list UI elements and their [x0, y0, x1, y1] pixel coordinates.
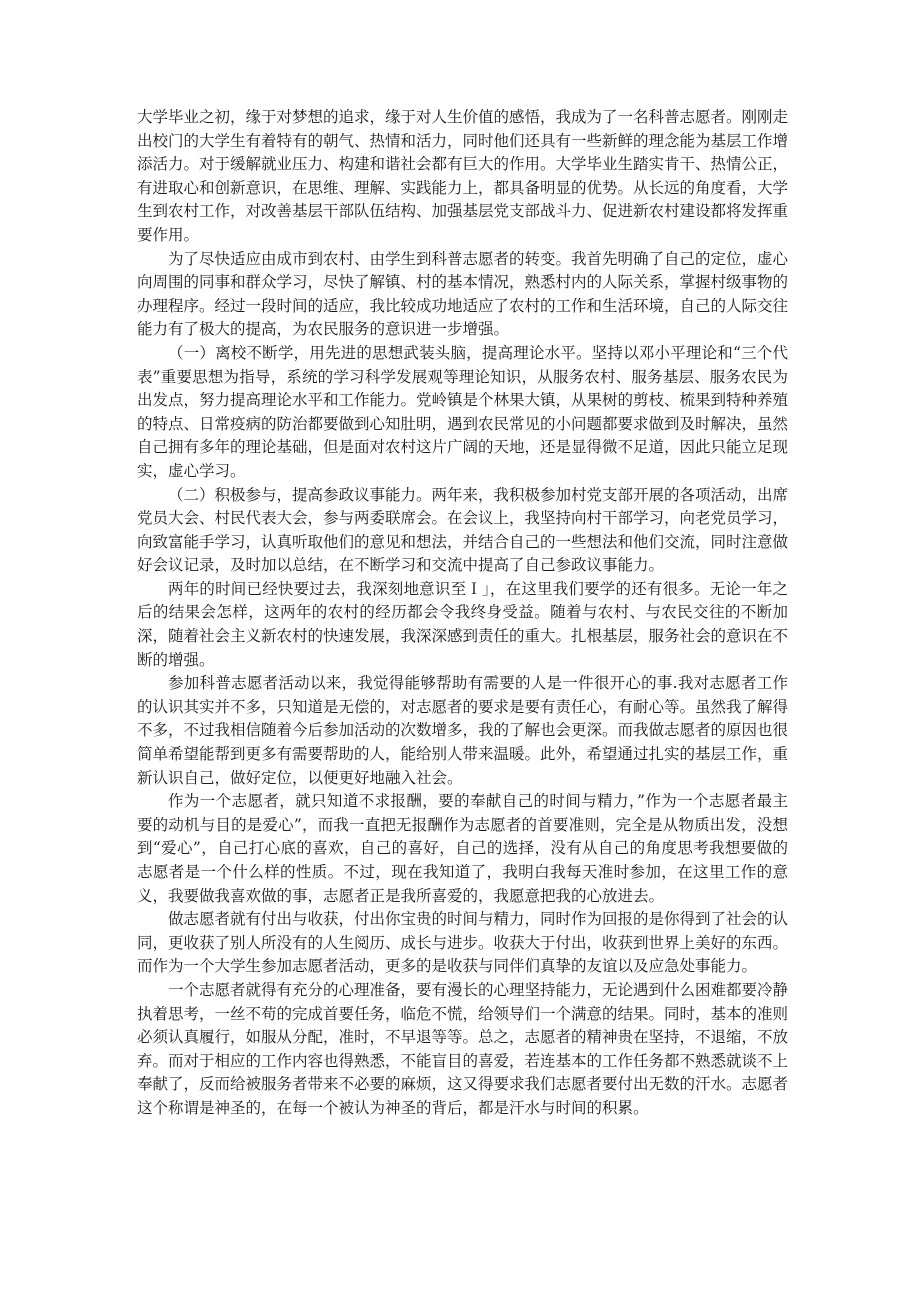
paragraph-give-and-gain: 做志愿者就有付出与收获，付出你宝贵的时间与精力，同时作为回报的是你得到了社会的认同，更收获了别人所没有的人生阅历、成长与进步。收获大于付出，收获到世界上美好的东西。而作为一个大学生参加志愿者活动，更多的是收获与同伴们真挚的友谊以及应急处事能力。: [137, 910, 789, 976]
paragraph-study: （一）离校不断学，用先进的思想武装头脑，提高理论水平。坚持以邓小平理论和“三个代表”重要思想为指导，系统的学习科学发展观等理论知识，从服务农村、服务基层、服务农民为出发点，努力提高理论水平和工作能力。党岭镇是个林果大镇，从果树的剪枝、梳果到特种养殖的特点、日常疫病的防治都要做到心知肚明，遇到农民常见的小问题都要求做到及时解决，虽然自己拥有多年的理论基础，但是面对农村这片广阔的天地，还是显得微不足道，因此只能立足现实，虚心学习。: [137, 343, 789, 480]
paragraph-two-years: 两年的时间已经快要过去，我深刻地意识至Ｉ」，在这里我们要学的还有很多。无论一年之后的结果会怎样，这两年的农村的经历都会令我终身受益。随着与农村、与农民交往的不断加深，随着社会主义新农村的快速发展，我深深感到责任的重大。扎根基层，服务社会的意识在不断的增强。: [137, 579, 789, 669]
paragraph-adaptation: 为了尽快适应由成市到农村、由学生到科普志愿者的转变。我首先明确了自己的定位，虚心向周围的同事和群众学习，尽快了解镇、村的基本情况，熟悉村内的人际关系，掌握村级事物的办理程序。经过一段时间的适应，我比较成功地适应了农村的工作和生活环境，自己的人际交往能力有了极大的提高，为农民服务的意识进一步增强。: [137, 249, 789, 339]
document-body: [137, 106, 788, 1121]
paragraph-preparation: 一个志愿者就得有充分的心理准备，要有漫长的心理坚持能力，无论遇到什么困难都要冷静执着思考，一丝不苟的完成首要任务，临危不慌，给领导们一个满意的结果。同时，基本的准则必须认真履行，如服从分配，准时，不早退等等。总之，志愿者的精神贵在坚持，不退缩，不放弃。而对于相应的工作内容也得熟悉，不能盲目的喜爱，若连基本的工作任务都不熟悉就谈不上奉献了，反而给被服务者带来不必要的麻烦，这又得要求我们志愿者要付出无数的汗水。志愿者这个称谓是神圣的，在每一个被认为神圣的背后，都是汗水与时间的积累。: [137, 980, 789, 1117]
paragraph-participation: （二）积极参与，提高参政议事能力。两年来，我积极参加村党支部开展的各项活动，出席党员大会、村民代表大会，参与两委联席会。在会议上，我坚持向村干部学习，向老党员学习，向致富能手学习，认真听取他们的意见和想法，并结合自己的一些想法和他们交流，同时注意做好会议记录，及时加以总结，在不断学习和交流中提高了自己参政议事能力。: [137, 485, 789, 575]
paragraph-intro: 大学毕业之初，缘于对梦想的追求，缘于对人生价值的感悟，我成为了一名科普志愿者。刚刚走出校门的大学生有着特有的朝气、热情和活力，同时他们还具有一些新鲜的理念能为基层工作增添活力。对于缓解就业压力、构建和谐社会都有巨大的作用。大学毕业生踏实肯干、热情公正，有进取心和创新意识，在思维、理解、实践能力上，都具备明显的优势。从长远的角度看，大学生到农村工作，对改善基层干部队伍结构、加强基层党支部战斗力、促进新农村建设都将发挥重要作用。: [137, 108, 789, 244]
paragraph-as-volunteer: 作为一个志愿者，就只知道不求报酬，要的奉献自己的时间与精力，”作为一个志愿者最主要的动机与目的是爱心”，而我一直把无报酬作为志愿者的首要准则，完全是从物质出发，没想到“爱心”，自己打心底的喜欢，自己的喜好，自己的选择，没有从自己的角度思考我想要做的志愿者是一个什么样的性质。不过，现在我知道了，我明白我每天准时参加，在这里工作的意义，我要做我喜欢做的事，志愿者正是我所喜爱的，我愿意把我的心放进去。: [137, 792, 788, 905]
paragraph-volunteer-activity: 参加科普志愿者活动以来，我觉得能够帮助有需要的人是一件很开心的事.我对志愿者工作的认识其实并不多，只知道是无偿的，对志愿者的要求是要有责任心，有耐心等。虽然我了解得不多，不过我相信随着今后参加活动的次数增多，我的了解也会更深。而我做志愿者的原因也很简单希望能帮到更多有需要帮助的人，能给别人带来温暖。此外，希望通过扎实的基层工作，重新认识自己，做好定位，以便更好地融入社会。: [137, 674, 789, 787]
